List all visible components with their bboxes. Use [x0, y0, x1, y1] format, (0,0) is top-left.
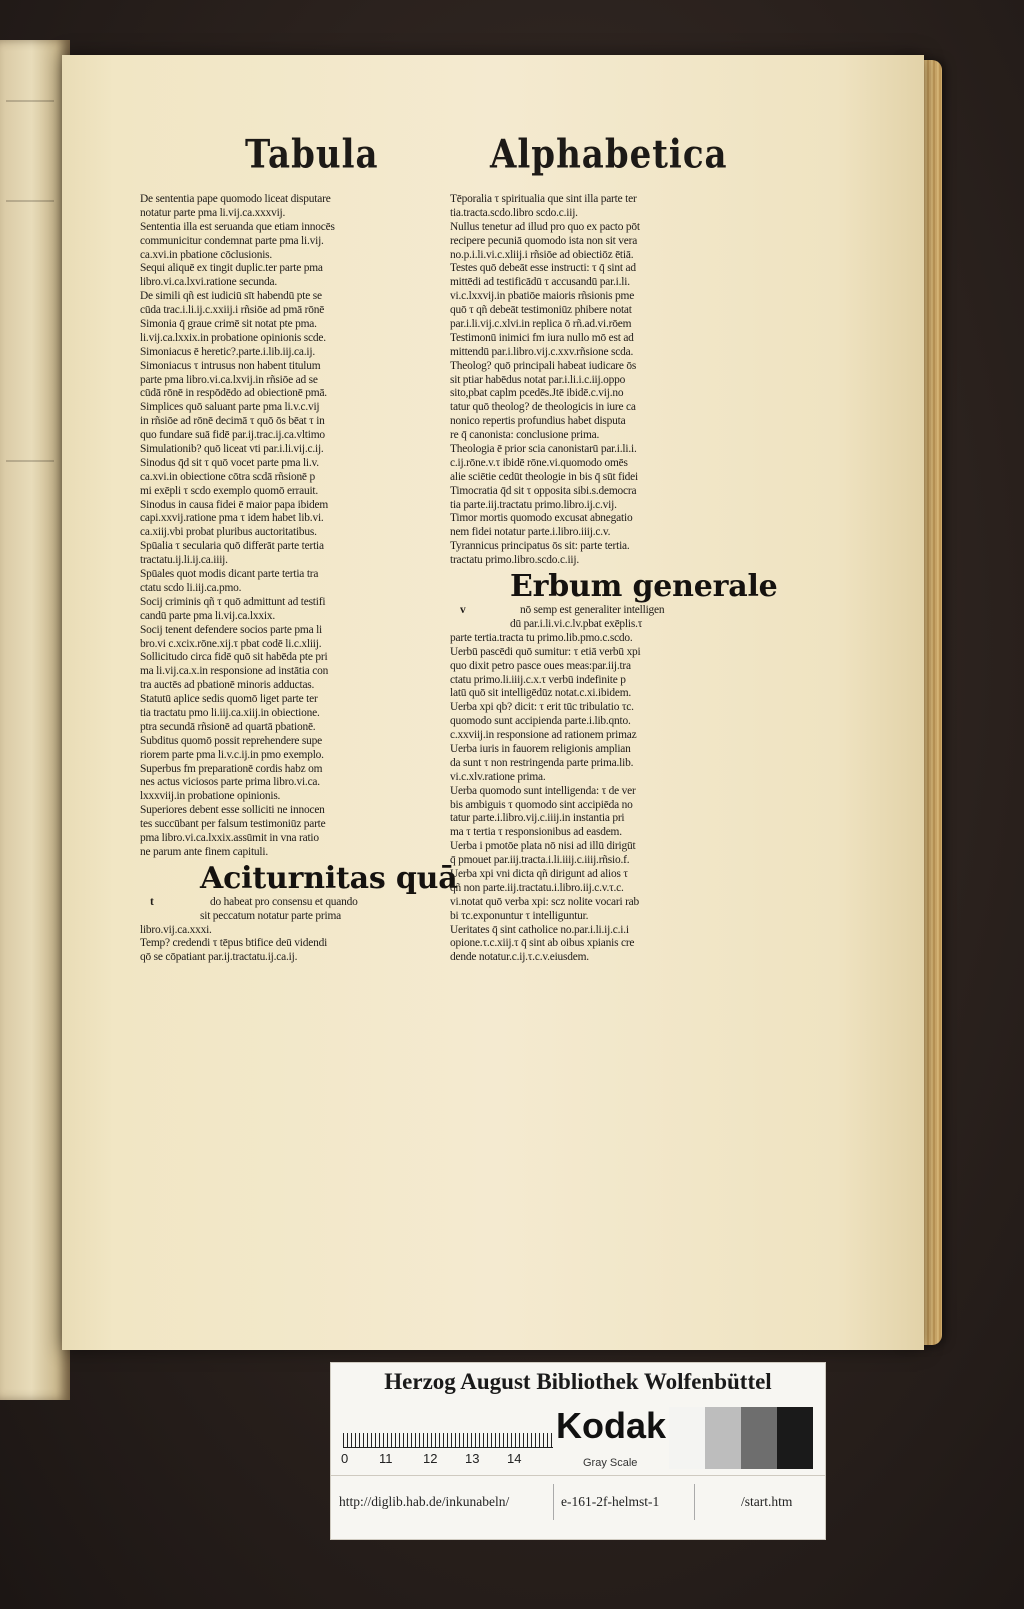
index-entry-line: quo fundare suā fidē par.ij.trac.ij.ca.vltimo	[140, 429, 325, 442]
index-entry-line: vi.notat quō verba xpi: scz nolite vocari rab	[450, 895, 640, 908]
index-entry-line: Superbus fm preparationē cordis habz om	[140, 762, 323, 775]
left-tail-line: sit peccatum notatur parte prima	[200, 909, 341, 922]
right-column	[450, 193, 778, 965]
index-entry-line: nonico repertis profundius habet disputa	[450, 415, 626, 428]
index-entry-line: communicitur condemnat parte pma li.vij.	[140, 234, 324, 247]
index-entry-line: mi exēpli τ scdo exemplo quomō errauit.	[140, 484, 319, 497]
index-entry-line: opione.τ.c.xiij.τ q̄ sint ab oibus xpianis cre	[450, 937, 635, 950]
index-entry-line: tatur quō theolog? de theologicis in iure ca	[450, 401, 636, 414]
index-entry-line: quo dixit petro pasce oues meas:par.iij.tra	[450, 659, 631, 672]
index-entry-line: cūda trac.i.li.ij.c.xxiij.i rñsiōe ad pmā rōnē	[140, 304, 325, 317]
swatch	[669, 1407, 705, 1469]
index-entry-line: parte tertia.tracta tu primo.lib.pmo.c.scdo.	[450, 631, 633, 644]
heading-tabula: Tabula	[245, 132, 379, 178]
index-entry-line: Simplices quō saluant parte pma li.v.c.vij	[140, 401, 320, 414]
index-entry-line: Superiores debent esse solliciti ne innocen	[140, 804, 325, 817]
index-entry-line: mittēdi ad testificādū τ accusandū par.i.li.	[450, 276, 630, 289]
index-entry-line: parte pma libro.vi.ca.lxvij.in rñsiōe ad se	[140, 373, 318, 386]
index-entry-line: Simonia q̄ graue crimē sit notat pte pma.	[140, 318, 317, 331]
right-tail-line: nō semp est generaliter intelligen	[520, 604, 665, 617]
index-entry-line: Timor mortis quomodo excusat abnegatio	[450, 512, 633, 525]
ruler-number: 13	[465, 1451, 480, 1466]
index-entry-line: latū quō sit intelligēdūz notat.c.xi.ibidem.	[450, 687, 632, 700]
index-entry-line: Spūalia τ secularia quō differāt parte tertia	[140, 540, 324, 553]
index-entry-line: ma τ tertia τ responsionibus ad easdem.	[450, 826, 622, 839]
index-entry-line: De simili qñ est iudiciū sīt habendū pte se	[140, 290, 322, 303]
index-entry-line: mittendū par.i.libro.vij.c.xxv.rñsione scda.	[450, 345, 634, 358]
index-entry-line: par.i.li.vij.c.xlvi.in replica ō rñ.ad.vi.rōem	[450, 318, 632, 331]
index-entry-line: in rñsiōe ad rōnē decimā τ quō ōs bēat τ in	[140, 415, 325, 428]
index-entry-line: Sententia illa est seruanda que etiam innocēs	[140, 220, 335, 233]
left-page-edge	[0, 40, 70, 1400]
index-entry-line: tia parte.iij.tractatu primo.libro.ij.c.vij.	[450, 498, 617, 511]
left-tail-line: libro.vij.ca.xxxi.	[140, 923, 212, 936]
index-entry-line: ctatu scdo li.iij.ca.pmo.	[140, 581, 242, 594]
index-entry-line: Uerba xpi qb? dicit: τ erit tūc tribulatio τc.	[450, 701, 634, 714]
index-entry-line: pma libro.vi.ca.lxxix.assūmit in vna ratio	[140, 831, 319, 844]
index-entry-line: bi τc.exponuntur τ intelliguntur.	[450, 909, 589, 922]
index-entry-line: no.p.i.li.vi.c.xliij.i rñsiōe ad obiectiōz ētiā.	[450, 248, 634, 261]
index-entry-line: c.xxviij.in responsione ad rationem primaz	[450, 729, 637, 742]
index-entry-line: Sinodus q̄d sit τ quō vocet parte pma li.v.	[140, 456, 319, 469]
index-entry-line: li.vij.ca.lxxix.in probatione opinionis scde.	[140, 331, 326, 344]
card-footer	[331, 1475, 825, 1536]
index-entry-line: tra auctēs ad pbationē minoris adductas.	[140, 679, 315, 692]
heading-alphabetica: Alphabetica	[490, 132, 728, 178]
url-base: http://diglib.hab.de/inkunabeln/	[339, 1494, 510, 1509]
index-entry-line: cūdā rōnē in respōdēdo ad obiectionē pmā.	[140, 387, 327, 400]
index-entry-line: tractatu.ij.li.ij.ca.iiij.	[140, 554, 228, 567]
left-tail-line: qō se cōpatiant par.ij.tractatu.ij.ca.ij.	[140, 951, 298, 964]
index-entry-line: Timocratia q̄d sit τ opposita sibi.s.democra	[450, 484, 637, 497]
gray-scale-label: Gray Scale	[583, 1457, 638, 1469]
left-column	[140, 193, 458, 965]
index-entry-line: ne parum ante finem capituli.	[140, 845, 268, 858]
index-entry-line: ptra secundā rñsionē ad quartā pbationē.	[140, 720, 316, 733]
color-calibration-card	[330, 1362, 826, 1540]
left-big-initial-line: Aciturnitas quā	[200, 860, 458, 896]
index-entry-line: re q̄ canonista: conclusione prima.	[450, 429, 600, 442]
ruler-number: 12	[423, 1451, 438, 1466]
index-entry-line: Uerbū pascēdi quō sumitur: τ etiā verbū xpi	[450, 645, 641, 658]
url-id: e-161-2f-helmst-1	[561, 1494, 660, 1509]
kodak-logo: Kodak	[556, 1405, 667, 1446]
index-entry-line: Subditus quomō possit reprehendere supe	[140, 734, 323, 747]
url-suffix: /start.htm	[741, 1494, 793, 1509]
index-entry-line: quō τ qñ debeāt testimoniūz phibere notat	[450, 304, 632, 317]
index-entry-line: Spūales quot modis dicant parte tertia tra	[140, 568, 319, 581]
index-entry-line: bro.vi c.xcix.rōne.xij.τ pbat codē li.c.xliij.	[140, 637, 322, 650]
index-entry-line: tes succūbant per falsum testimoniūz parte	[140, 818, 326, 831]
index-entry-line: bis ambiguis τ quomodo sint accipiēda no	[450, 798, 633, 811]
index-entry-line: ctatu primo.li.iiij.c.x.τ verbū indefinite p	[450, 673, 626, 686]
index-entry-line: tatur parte.i.libro.vij.c.iiij.in instantia pri	[450, 812, 625, 825]
right-tail-line: dū par.i.li.vi.c.lv.pbat exēplis.τ	[510, 617, 643, 630]
index-entry-line: c.ij.rōne.v.τ ibidē rōne.vi.quomodo omēs	[450, 456, 628, 469]
index-entry-line: da sunt τ non restringenda parte prima.lib.	[450, 756, 634, 769]
index-entry-line: Tyrannicus principatus ōs sit: parte tertia.	[450, 540, 630, 553]
index-entry-line: Sollicitudo circa fidē quō sit habēda pte pri	[140, 651, 328, 664]
index-entry-line: Ueritates q̄ sint catholice no.par.i.li.ij.c.i.i	[450, 923, 629, 936]
index-entry-line: tractatu primo.libro.scdo.c.iij.	[450, 554, 579, 567]
index-entry-line: Nullus tenetur ad illud pro quo ex pacto pōt	[450, 220, 640, 233]
index-entry-line: Simoniacus ē heretic?.parte.i.lib.iij.ca.ij.	[140, 345, 315, 358]
index-entry-line: Uerba xpi vni dicta qñ dirigunt ad alios τ	[450, 867, 628, 880]
swatch	[741, 1407, 777, 1469]
index-entry-line: sito,pbat caplm pcedēs.Jtē ibidē.c.vij.no	[450, 387, 624, 400]
card-title: Herzog August Bibliothek Wolfenbüttel	[384, 1369, 772, 1394]
index-entry-line: Uerba iuris in fauorem religionis amplian	[450, 742, 631, 755]
index-entry-line: notatur parte pma li.vij.ca.xxxvij.	[140, 206, 286, 219]
ruler-number: 0	[341, 1451, 349, 1466]
index-entry-line: capi.xxvij.ratione pma τ idem habet lib.vi.	[140, 512, 324, 525]
index-entry-line: tia.tracta.scdo.libro scdo.c.iij.	[450, 206, 578, 219]
index-entry-line: recipere pecuniā quomodo ista non sit vera	[450, 234, 638, 247]
index-entry-line: alie sciētie cedūt theologie in bis q̄ sūt fidei	[450, 470, 638, 483]
index-entry-line: Simoniacus τ intrusus non habent titulum	[140, 359, 321, 372]
index-entry-line: libro.vi.ca.lxvi.ratione secunda.	[140, 276, 278, 289]
index-entry-line: riorem parte pma li.v.c.ij.in pmo exemplo.	[140, 748, 324, 761]
index-entry-line: dende notatur.c.ij.τ.c.v.eiusdem.	[450, 951, 589, 964]
index-entry-line: sit ptiar habēdus notat par.i.li.i.c.iij.oppo	[450, 373, 626, 386]
gray-scale-swatches	[669, 1407, 813, 1469]
right-big-initial-line: Erbum generale	[510, 569, 778, 605]
index-entry-line: Uerba i pmotōe plata nō nisi ad illū dirigūt	[450, 840, 636, 853]
index-entry-line: nes actus viciosos parte prima libro.vi.ca.	[140, 776, 320, 789]
index-entry-line: Theologia ē prior scia canonistarū par.i.li.i.	[450, 443, 637, 456]
index-entry-line: Testimonū inimici fm iura nullo mō est ad	[450, 331, 634, 344]
index-entry-line: De sententia pape quomodo liceat disputare	[140, 193, 331, 205]
index-entry-line: Socij tenent defendere socios parte pma li	[140, 623, 323, 636]
index-entry-line: ma li.vij.ca.x.in responsione ad instātia con	[140, 665, 329, 678]
index-entry-line: quomodo sunt accipienda parte.i.lib.qnto.	[450, 715, 631, 728]
index-entry-line: Uerba quomodo sunt intelligenda: τ de ver	[450, 784, 636, 797]
index-entry-line: vi.c.xlv.ratione prima.	[450, 770, 546, 783]
swatch	[705, 1407, 741, 1469]
index-entry-line: ca.xvi.in obiectione cōtra scdā rñsionē p	[140, 470, 315, 483]
measurement-ruler	[343, 1407, 553, 1448]
index-entry-line: ca.xvi.in pbatione cōclusionis.	[140, 248, 273, 261]
index-entry-line: lxxxviij.in probatione opinionis.	[140, 790, 281, 803]
index-entry-line: Theolog? quō principali habeat iudicare ōs	[450, 359, 637, 372]
index-entry-line: Sequi aliquē ex tingit duplic.ter parte pma	[140, 262, 323, 275]
index-entry-line: Socij criminis qñ τ quō admittunt ad testifi	[140, 595, 326, 608]
ruler-number: 11	[379, 1451, 393, 1466]
index-entry-line: Testes quō debeāt esse instructi: τ q̄ sint ad	[450, 262, 636, 275]
index-entry-line: q̄ pmouet par.iij.tracta.i.li.iiij.c.iiij.rñsio.f.	[450, 854, 630, 867]
index-entry-line: nem fidei notatur parte.i.libro.iiij.c.v.	[450, 526, 611, 539]
index-entry-line: qñ non parte.iij.tractatu.i.libro.iij.c.v.τ.c.	[450, 881, 624, 894]
index-entry-line: tia tractatu pmo li.iij.ca.xiij.in obiectione.	[140, 706, 320, 719]
index-entry-line: ca.xiij.vbi probat pluribus auctoritatibus.	[140, 526, 317, 539]
right-tail-initial: v	[460, 604, 466, 617]
index-entry-line: candū parte pma li.vij.ca.lxxix.	[140, 609, 275, 622]
left-tail-initial: t	[150, 895, 154, 908]
index-entry-line: Simulationib? quō liceat vti par.i.li.vij.c.ij.	[140, 443, 324, 456]
index-entry-line: Tēporalia τ spiritualia que sint illa parte ter	[450, 193, 637, 205]
ruler-numbers	[341, 1451, 561, 1469]
ruler-number: 14	[507, 1451, 522, 1466]
index-entry-line: vi.c.lxxvij.in pbatiōe maioris rñsionis pme	[450, 290, 635, 303]
left-tail-line: Temp? credendi τ tēpus btifice deū videndi	[140, 937, 328, 950]
index-entry-line: Sinodus in causa fidei ē maior papa ibidem	[140, 498, 329, 511]
left-tail-line: do habeat pro consensu et quando	[210, 895, 358, 908]
index-entry-line: Statutū aplice sedis quomō liget parte ter	[140, 693, 318, 706]
swatch	[777, 1407, 813, 1469]
